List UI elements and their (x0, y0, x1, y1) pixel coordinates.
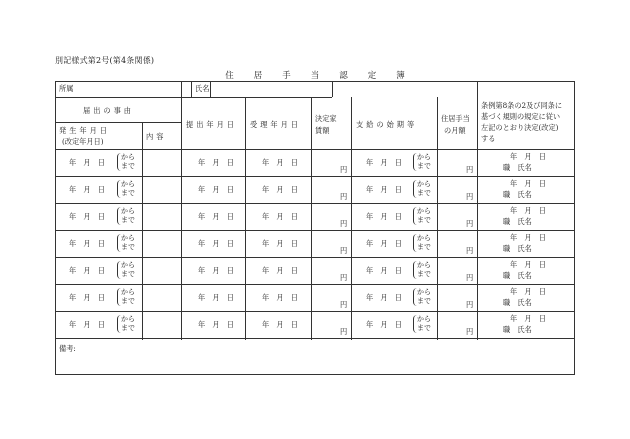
submission-date-cell: 年 月 日 (198, 158, 234, 167)
rule (210, 81, 211, 97)
kara-text: から (121, 261, 135, 269)
form-caption: 別記様式第2号(第4条関係) (55, 56, 155, 65)
approval-note-1: 条例第8条の2及び同条に (481, 101, 563, 110)
rule (55, 338, 575, 339)
kara-made-bracket (413, 315, 431, 333)
rule (191, 81, 192, 97)
receipt-date-cell: 年 月 日 (262, 293, 298, 302)
rent-yen: 円 (340, 300, 348, 309)
approval-note-4: する (481, 134, 496, 143)
decided-rent-header-1: 決定家 (315, 114, 337, 123)
receipt-date-cell: 年 月 日 (262, 185, 298, 194)
rule (181, 81, 182, 340)
occurrence-date-cell: 年 月 日 (69, 158, 105, 167)
title-char: 定 (367, 71, 377, 81)
made-text: まで (121, 323, 135, 332)
rent-yen: 円 (340, 246, 348, 255)
title-char: 手 (282, 71, 291, 81)
title-char: 当 (310, 71, 320, 81)
occurrence-date-cell: 年 月 日 (69, 320, 105, 329)
made-text: まで (417, 215, 431, 224)
payment-start-cell: 年 月 日 (366, 293, 402, 302)
title-char: 認 (339, 71, 348, 81)
payment-start-header: 支給の始期等 (356, 120, 418, 129)
payment-start-cell: 年 月 日 (366, 320, 402, 329)
rule (55, 97, 332, 98)
rule (245, 97, 246, 340)
affiliation-label: 所属 (59, 84, 74, 93)
approval-date: 年 月 日 (510, 260, 546, 269)
kara-text: から (417, 288, 431, 296)
revised-date-header: (改定年月日) (62, 137, 104, 146)
report-reason-header: 届出の事由 (83, 106, 134, 115)
name-label: 氏名 (195, 84, 210, 93)
kara-text: から (417, 315, 431, 323)
allowance-yen: 円 (466, 273, 474, 282)
kara-text: から (121, 315, 135, 323)
kara-made-bracket (413, 180, 431, 198)
approver-name: 職 氏名 (503, 217, 532, 226)
allowance-yen: 円 (466, 246, 474, 255)
kara-made-bracket (413, 261, 431, 279)
kara-text: から (121, 153, 135, 161)
rule (437, 97, 438, 340)
made-text: まで (121, 242, 135, 251)
register-table (55, 81, 575, 375)
made-text: まで (121, 188, 135, 197)
rule (55, 203, 575, 204)
submission-date-cell: 年 月 日 (198, 239, 234, 248)
approver-name: 職 氏名 (503, 325, 532, 334)
approval-date: 年 月 日 (510, 206, 546, 215)
kara-made-bracket (413, 234, 431, 252)
kara-text: から (121, 288, 135, 296)
title-char: 居 (253, 71, 263, 81)
title-char: 住 (225, 71, 234, 81)
occurrence-date-cell: 年 月 日 (69, 185, 105, 194)
receipt-date-cell: 年 月 日 (262, 212, 298, 221)
made-text: まで (417, 161, 431, 170)
payment-start-cell: 年 月 日 (366, 266, 402, 275)
made-text: まで (417, 242, 431, 251)
rule (55, 284, 575, 285)
receipt-date-header: 受理年月日 (250, 120, 301, 129)
occurrence-date-cell: 年 月 日 (69, 266, 105, 275)
rule (311, 97, 312, 340)
occurrence-date-cell: 年 月 日 (69, 239, 105, 248)
approval-date: 年 月 日 (510, 179, 546, 188)
receipt-date-cell: 年 月 日 (262, 239, 298, 248)
occurrence-date-cell: 年 月 日 (69, 293, 105, 302)
made-text: まで (417, 269, 431, 278)
rule (55, 257, 575, 258)
kara-text: から (121, 234, 135, 242)
approver-name: 職 氏名 (503, 163, 532, 172)
allowance-yen: 円 (466, 165, 474, 174)
kara-text: から (417, 180, 431, 188)
decided-rent-header-2: 賃額 (315, 126, 330, 135)
approval-date: 年 月 日 (510, 233, 546, 242)
approver-name: 職 氏名 (503, 298, 532, 307)
allowance-yen: 円 (466, 300, 474, 309)
made-text: まで (417, 188, 431, 197)
approver-name: 職 氏名 (503, 271, 532, 280)
allowance-header-1: 住居手当 (441, 114, 470, 123)
payment-start-cell: 年 月 日 (366, 239, 402, 248)
approver-name: 職 氏名 (503, 244, 532, 253)
kara-made-bracket (117, 180, 135, 198)
kara-made-bracket (117, 315, 135, 333)
content-header: 内容 (146, 132, 167, 141)
approver-name: 職 氏名 (503, 190, 532, 199)
approval-note-2: 基づく規則の規定に従い (481, 112, 561, 121)
rule (477, 81, 478, 340)
rule (55, 149, 575, 150)
occurrence-date-header: 発生年月日 (59, 126, 110, 135)
kara-made-bracket (117, 288, 135, 306)
rule (55, 311, 575, 312)
receipt-date-cell: 年 月 日 (262, 266, 298, 275)
allowance-yen: 円 (466, 327, 474, 336)
receipt-date-cell: 年 月 日 (262, 158, 298, 167)
approval-date: 年 月 日 (510, 287, 546, 296)
made-text: まで (121, 161, 135, 170)
approval-date: 年 月 日 (510, 152, 546, 161)
submission-date-cell: 年 月 日 (198, 320, 234, 329)
submission-date-header: 提出年月日 (186, 120, 237, 129)
document-title (0, 69, 630, 81)
made-text: まで (121, 296, 135, 305)
rent-yen: 円 (340, 327, 348, 336)
kara-made-bracket (117, 153, 135, 171)
approval-note-3: 左記のとおり決定(改定) (481, 123, 559, 132)
rent-yen: 円 (340, 219, 348, 228)
made-text: まで (121, 215, 135, 224)
kara-made-bracket (117, 261, 135, 279)
occurrence-date-cell: 年 月 日 (69, 212, 105, 221)
allowance-header-2: の月額 (444, 126, 466, 135)
submission-date-cell: 年 月 日 (198, 266, 234, 275)
kara-text: から (417, 234, 431, 242)
submission-date-cell: 年 月 日 (198, 212, 234, 221)
kara-text: から (121, 207, 135, 215)
rent-yen: 円 (340, 165, 348, 174)
made-text: まで (417, 296, 431, 305)
kara-made-bracket (413, 207, 431, 225)
approval-date: 年 月 日 (510, 314, 546, 323)
rule (55, 122, 181, 123)
payment-start-cell: 年 月 日 (366, 185, 402, 194)
made-text: まで (121, 269, 135, 278)
kara-text: から (417, 261, 431, 269)
kara-made-bracket (117, 234, 135, 252)
payment-start-cell: 年 月 日 (366, 158, 402, 167)
remarks-label: 備考: (59, 344, 76, 353)
rent-yen: 円 (340, 273, 348, 282)
rent-yen: 円 (340, 192, 348, 201)
kara-text: から (417, 207, 431, 215)
rule (332, 81, 333, 97)
title-char: 簿 (396, 71, 405, 81)
submission-date-cell: 年 月 日 (198, 293, 234, 302)
kara-made-bracket (117, 207, 135, 225)
submission-date-cell: 年 月 日 (198, 185, 234, 194)
receipt-date-cell: 年 月 日 (262, 320, 298, 329)
rule (55, 230, 575, 231)
made-text: まで (417, 323, 431, 332)
allowance-yen: 円 (466, 219, 474, 228)
rule (142, 122, 143, 340)
kara-text: から (417, 153, 431, 161)
rule (351, 97, 352, 340)
kara-made-bracket (413, 288, 431, 306)
rule (55, 176, 575, 177)
kara-text: から (121, 180, 135, 188)
payment-start-cell: 年 月 日 (366, 212, 402, 221)
kara-made-bracket (413, 153, 431, 171)
allowance-yen: 円 (466, 192, 474, 201)
